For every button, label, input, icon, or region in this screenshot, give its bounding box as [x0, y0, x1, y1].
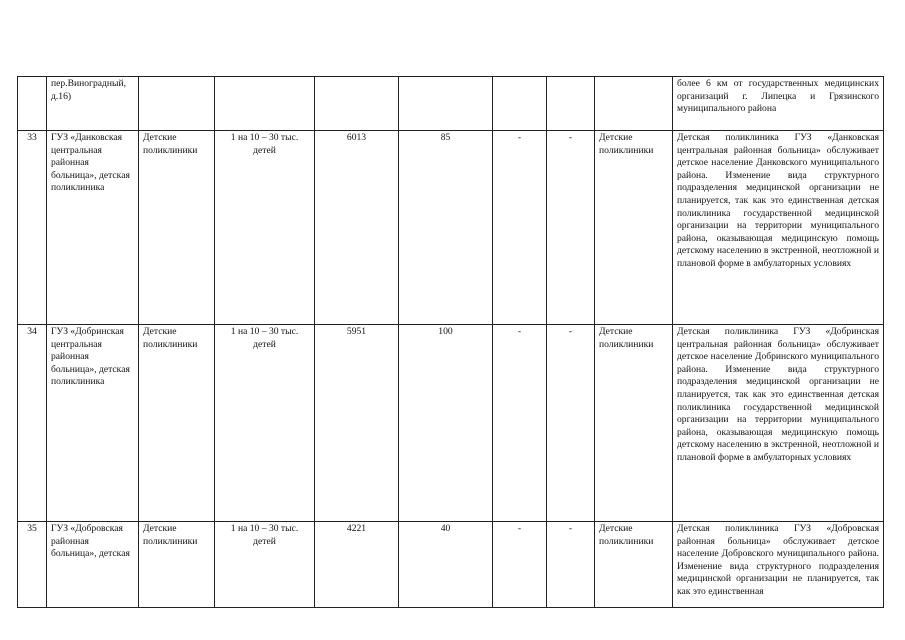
organization-text: ГУЗ «Добринская центральная районная больница», детская поликлиника: [51, 326, 130, 388]
dash-cell-a: [493, 77, 547, 131]
justification-text: Детская поликлиника ГУЗ «Добровская районная больница» обслуживает детское население Добровского муниципального района. Изменение вида структурного подразделения медицинской организации не планируется, так как это единственная: [677, 523, 879, 597]
visits-cell: [399, 522, 493, 608]
dash-cell-b: [547, 131, 595, 325]
dash-cell-a: [493, 325, 547, 522]
justification-cell: [673, 522, 884, 608]
organization-cell: [47, 77, 139, 131]
row-number-cell: [18, 522, 47, 608]
justification-cell: [673, 325, 884, 522]
visits-text: 40: [440, 523, 451, 534]
organization-text: пер.Виноградный, д.16): [51, 78, 127, 102]
organization-cell: [47, 131, 139, 325]
justification-text: более 6 км от государственных медицинских организаций г. Липецка и Грязинского муниципального района: [677, 78, 879, 115]
dash-a-text: -: [517, 523, 522, 534]
planned-type-cell: [595, 131, 673, 325]
visits-cell: [399, 325, 493, 522]
norm-text: 1 на 10 – 30 тыс. детей: [230, 132, 299, 156]
visits-text: 100: [438, 326, 453, 337]
norm-text: 1 на 10 – 30 тыс. детей: [230, 523, 299, 547]
population-cell: [315, 325, 399, 522]
norm-cell: [215, 522, 315, 608]
table-row: [18, 325, 884, 522]
table-row: [18, 522, 884, 608]
norm-cell: [215, 325, 315, 522]
organization-text: ГУЗ «Добровская районная больница», детская: [51, 523, 130, 560]
type-cell: [139, 522, 215, 608]
type-text: Детские поликлиники: [143, 523, 198, 547]
row-number-text: 34: [27, 326, 37, 337]
visits-cell: [399, 77, 493, 131]
dash-cell-b: [547, 325, 595, 522]
row-number-cell: [18, 325, 47, 522]
population-cell: [315, 77, 399, 131]
norm-cell: [215, 131, 315, 325]
norm-cell: [215, 77, 315, 131]
dash-cell-b: [547, 77, 595, 131]
table-body: [18, 77, 884, 608]
table-row: [18, 77, 884, 131]
row-number-cell: [18, 131, 47, 325]
justification-text: Детская поликлиника ГУЗ «Добринская центральная районная больница» обслуживает детское население Добринского муниципального района. Изменение вида структурного подразделения медицинской организации не планируется, так как это единственная детская поликлиника государственной медицинской организации на территории муниципального района, оказывающая медицинскую помощь детскому населению в экстренной, неотложной и плановой форме в амбулаторных условиях: [677, 326, 879, 463]
dash-cell-b: [547, 522, 595, 608]
population-text: 5951: [346, 326, 367, 337]
planned-type-cell: [595, 77, 673, 131]
row-number-text: 33: [27, 132, 37, 143]
planned-type-cell: [595, 522, 673, 608]
organization-cell: [47, 522, 139, 608]
population-text: 4221: [346, 523, 367, 534]
dash-cell-a: [493, 131, 547, 325]
planned-type-text: Детские поликлиники: [599, 326, 654, 350]
norm-text: 1 на 10 – 30 тыс. детей: [230, 326, 299, 350]
planned-type-text: Детские поликлиники: [599, 132, 654, 156]
dash-b-text: -: [568, 523, 573, 534]
type-text: Детские поликлиники: [143, 326, 198, 350]
type-cell: [139, 325, 215, 522]
row-number-text: 35: [27, 523, 37, 534]
visits-cell: [399, 131, 493, 325]
type-cell: [139, 131, 215, 325]
justification-text: Детская поликлиника ГУЗ «Данковская центральная районная больница» обслуживает детское население Данковского муниципального района. Изменение вида структурного подразделения медицинской организации не планируется, так как это единственная детская поликлиника государственной медицинской организации на территории муниципального района, оказывающая медицинскую помощь детскому населению в экстренной, неотложной и плановой форме в амбулаторных условиях: [677, 132, 879, 269]
visits-text: 85: [440, 132, 451, 143]
population-text: 6013: [346, 132, 367, 143]
dash-b-text: -: [568, 132, 573, 143]
justification-cell: [673, 131, 884, 325]
type-text: Детские поликлиники: [143, 132, 198, 156]
type-cell: [139, 77, 215, 131]
organization-cell: [47, 325, 139, 522]
dash-a-text: -: [517, 326, 522, 337]
planned-type-text: Детские поликлиники: [599, 523, 654, 547]
planned-type-cell: [595, 325, 673, 522]
organization-text: ГУЗ «Данковская центральная районная больница», детская поликлиника: [51, 132, 130, 194]
justification-cell: [673, 77, 884, 131]
population-cell: [315, 522, 399, 608]
polyclinic-table: [17, 76, 884, 608]
table-row: [18, 131, 884, 325]
population-cell: [315, 131, 399, 325]
row-number-cell: [18, 77, 47, 131]
dash-b-text: -: [568, 326, 573, 337]
dash-a-text: -: [517, 132, 522, 143]
dash-cell-a: [493, 522, 547, 608]
